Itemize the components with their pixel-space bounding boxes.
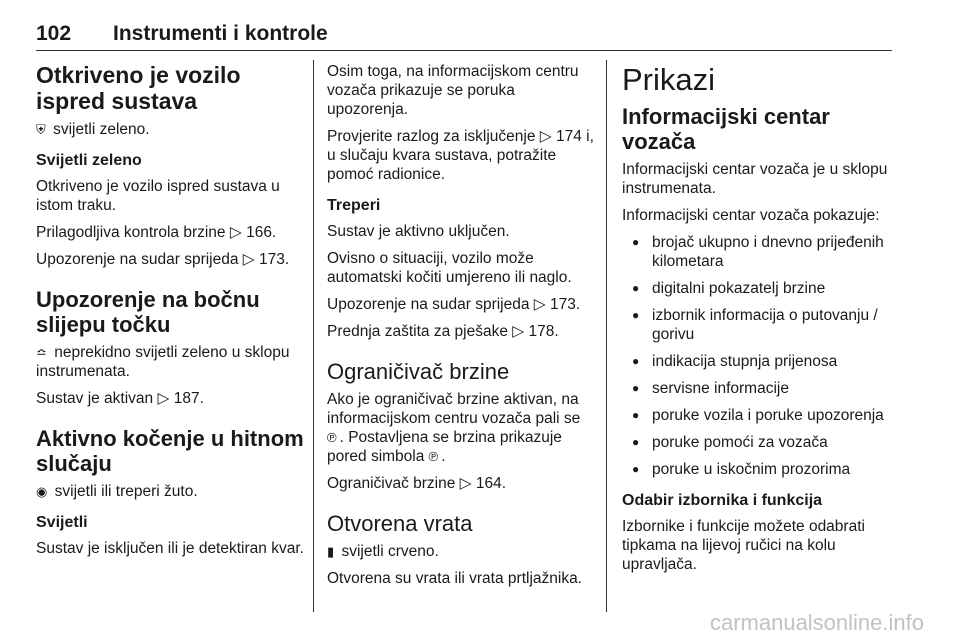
- column-left: [36, 62, 304, 566]
- list-item: ● brojač ukupno i dnevno prijeđenih kilometara: [622, 233, 892, 271]
- list-item: ● indikacija stupnja prijenosa: [622, 352, 892, 371]
- watermark: carmanualsonline.info: [709, 610, 924, 635]
- column-divider: [606, 60, 607, 612]
- heading-emergency-braking: Aktivno kočenje u hitnom slučaju: [36, 426, 304, 476]
- blind-spot-icon: ≏: [36, 345, 47, 360]
- indicator-line: ◉ svijetli ili treperi žuto.: [36, 483, 198, 500]
- indicator-line: ▮ svijetli crveno.: [327, 543, 439, 560]
- subheading: Treperi: [327, 197, 381, 214]
- page-number: 102: [36, 22, 72, 45]
- heading-speed-limiter: Ograničivač brzine: [327, 359, 510, 384]
- header-rule: [36, 50, 892, 51]
- open-door-icon: ▮: [327, 544, 335, 559]
- subheading: Odabir izbornika i funkcija: [622, 492, 823, 509]
- heading-open-door: Otvorena vrata: [327, 511, 473, 536]
- cross-reference: Prilagodljiva kontrola brzine ▷ 166.: [36, 224, 277, 241]
- paragraph: Provjerite razlog za isključenje ▷ 174 i, u slučaju kvara sustava, potražite pomoć radionice.: [327, 128, 594, 183]
- paragraph: Sustav je aktivno uključen.: [327, 223, 510, 240]
- column-middle: [327, 62, 597, 596]
- car-front-icon: ⛨: [36, 122, 46, 137]
- paragraph: Ovisno o situaciji, vozilo može automatski kočiti umjereno ili naglo.: [327, 250, 572, 286]
- paragraph: Ako je ograničivač brzine aktivan, na informacijskom centru vozača pali se ℗ . Postavljena se brzina prikazuje pored simbola ℗ .: [327, 391, 581, 465]
- paragraph: Informacijski centar vozača pokazuje:: [622, 207, 880, 224]
- column-divider: [313, 60, 314, 612]
- list-item: ● digitalni pokazatelj brzine: [622, 279, 892, 298]
- cross-reference: Upozorenje na sudar sprijeda ▷ 173.: [327, 296, 581, 313]
- subheading: Svijetli zeleno: [36, 152, 142, 169]
- paragraph: Osim toga, na informacijskom centru vozača prikazuje se poruka upozorenja.: [327, 63, 579, 118]
- page-header: [36, 22, 892, 52]
- paragraph: Informacijski centar vozača je u sklopu instrumenata.: [622, 161, 888, 197]
- subheading: Svijetli: [36, 514, 88, 531]
- list-item: ● izbornik informacija o putovanju / gorivu: [622, 306, 892, 344]
- cross-reference: Sustav je aktivan ▷ 187.: [36, 390, 204, 407]
- paragraph: Izbornike i funkcije možete odabrati tipkama na lijevoj ručici na kolu upravljača.: [622, 518, 865, 573]
- speed-limiter-icon: ℗: [428, 449, 439, 464]
- speed-limiter-icon: ℗: [327, 430, 337, 445]
- cross-reference: Upozorenje na sudar sprijeda ▷ 173.: [36, 251, 290, 268]
- indicator-line: ≏ neprekidno svijetli zeleno u sklopu instrumenata.: [36, 344, 290, 380]
- emergency-brake-icon: ◉: [36, 484, 48, 499]
- paragraph: Otkriveno je vozilo ispred sustava u istom traku.: [36, 178, 280, 214]
- bullet-list: [622, 233, 892, 479]
- heading-blind-spot: Upozorenje na bočnu slijepu točku: [36, 287, 260, 337]
- heading-vehicle-ahead: Otkriveno je vozilo ispred sustava: [36, 62, 241, 114]
- section-title: Instrumenti i kontrole: [113, 22, 328, 45]
- list-item: ● poruke vozila i poruke upozorenja: [622, 406, 892, 425]
- heading-displays: Prikazi: [622, 62, 716, 97]
- cross-reference: Prednja zaštita za pješake ▷ 178.: [327, 323, 559, 340]
- indicator-line: ⛨ svijetli zeleno.: [36, 121, 150, 138]
- cross-reference: Ograničivač brzine ▷ 164.: [327, 475, 507, 492]
- paragraph: Otvorena su vrata ili vrata prtljažnika.: [327, 570, 582, 587]
- heading-driver-info-centre: Informacijski centar vozača: [622, 104, 830, 154]
- paragraph: Sustav je isključen ili je detektiran kvar.: [36, 540, 304, 557]
- list-item: ● servisne informacije: [622, 379, 892, 398]
- column-right: [622, 62, 892, 582]
- list-item: ● poruke pomoći za vozača: [622, 433, 892, 452]
- list-item: ● poruke u iskočnim prozorima: [622, 460, 892, 479]
